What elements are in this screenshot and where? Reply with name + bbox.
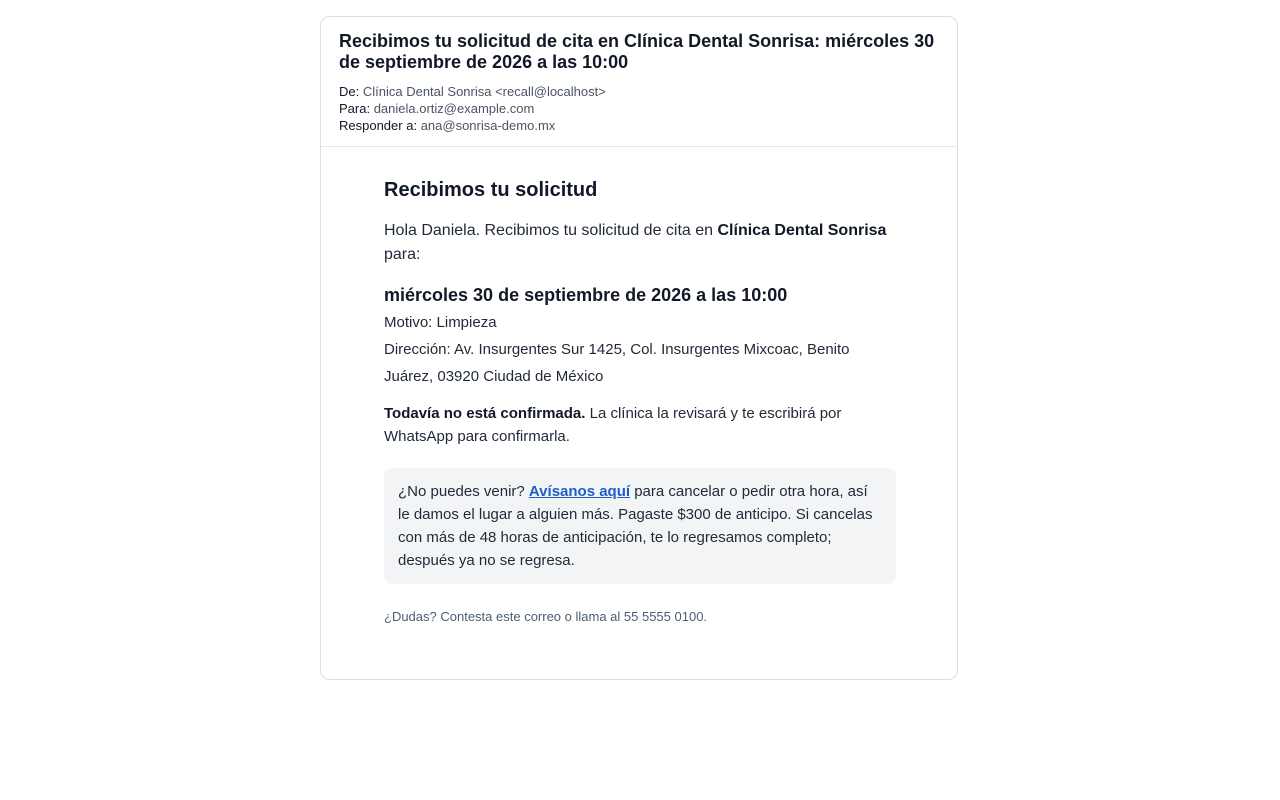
from-label: De: [339, 84, 360, 99]
cancel-appointment-link[interactable]: Avísanos aquí [528, 483, 631, 500]
email-header [321, 17, 957, 147]
clinic-name: Clínica Dental Sonrisa [717, 222, 887, 239]
pending-bold: Todavía no está confirmada. [384, 405, 586, 422]
cancellation-notice-box [384, 468, 896, 584]
reply-to-line [339, 117, 939, 134]
from-value: Clínica Dental Sonrisa <recall@localhost> [362, 84, 606, 99]
intro-text: Hola Daniela. Recibimos tu solicitud de cita en [384, 222, 718, 239]
appointment-datetime: miércoles 30 de septiembre de 2026 a las 10:00 [384, 285, 788, 305]
email-subject: Recibimos tu solicitud de cita en Clínica Dental Sonrisa: miércoles 30 de septiembre de 2026 a las 10:00 [339, 31, 935, 72]
intro-text-end: para: [384, 246, 421, 263]
intro-paragraph [384, 219, 896, 267]
notice-text: ¿No puedes venir? [398, 483, 529, 500]
pending-text: La clínica la revisará y te escribirá por WhatsApp para confirmarla. [384, 405, 842, 445]
footer-note: ¿Dudas? Contesta este correo o llama al 55 5555 0100. [384, 609, 708, 624]
email-body [384, 177, 896, 626]
reply-to-label: Responder a: [339, 118, 418, 133]
to-label: Para: [339, 101, 371, 116]
appointment-address: Dirección: Av. Insurgentes Sur 1425, Col. Insurgentes Mixcoac, Benito Juárez, 03920 Ciudad de México [384, 341, 850, 385]
reply-to-value: ana@sonrisa-demo.mx [420, 118, 556, 133]
email-card [320, 16, 958, 680]
pending-notice [384, 402, 896, 448]
appointment-reason: Motivo: Limpieza [384, 314, 497, 331]
body-heading: Recibimos tu solicitud [384, 179, 598, 201]
to-value: daniela.ortiz@example.com [373, 101, 535, 116]
from-line [339, 83, 939, 100]
notice-text-end: para cancelar o pedir otra hora, así le damos el lugar a alguien más. Pagaste $300 de anticipo. Si cancelas con más de 48 horas de anticipación, te lo regresamos completo; después ya no se regresa. [398, 483, 873, 569]
to-line [339, 100, 939, 117]
